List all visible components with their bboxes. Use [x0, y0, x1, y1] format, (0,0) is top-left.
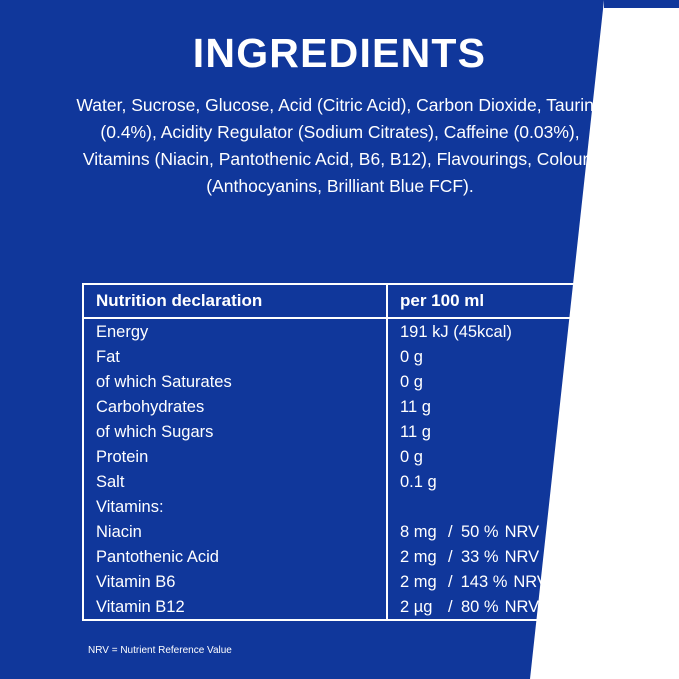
- table-body: [84, 318, 592, 619]
- row-separator: /: [448, 547, 453, 566]
- row-label: Energy: [84, 318, 387, 344]
- table-row: [84, 569, 592, 594]
- row-label: of which Sugars: [84, 419, 387, 444]
- nutrition-table-element: [84, 285, 592, 619]
- row-label: Pantothenic Acid: [84, 544, 387, 569]
- row-label: Vitamin B12: [84, 594, 387, 619]
- row-label: of which Saturates: [84, 369, 387, 394]
- row-label: Vitamin B6: [84, 569, 387, 594]
- nrv-footnote: NRV = Nutrient Reference Value: [88, 645, 232, 656]
- row-amount: 2 µg: [400, 597, 433, 616]
- row-unit: NRV: [504, 547, 540, 566]
- table-header: [84, 285, 592, 318]
- table-row: [84, 444, 592, 469]
- row-value: 0 g: [400, 372, 423, 391]
- row-unit: NRV: [513, 572, 548, 591]
- row-unit: NRV: [504, 522, 540, 541]
- header-cell-value: per 100 ml: [387, 285, 592, 318]
- row-unit: NRV: [504, 597, 540, 616]
- row-separator: /: [448, 522, 453, 541]
- row-value: 0 g: [400, 347, 423, 366]
- table-header-row: [84, 285, 592, 318]
- row-label: Salt: [84, 469, 387, 494]
- row-value: [387, 544, 592, 569]
- table-row: [84, 519, 592, 544]
- ingredients-paragraph: Water, Sucrose, Glucose, Acid (Citric Acid), Carbon Dioxide, Taurine (0.4%), Acidity Regulator (Sodium Citrates), Caffeine (0.03%), Vitamins (Niacin, Pantothenic Acid, B6, B12), Flavourings, Colours (Anthocyanins, Brilliant Blue FCF).: [76, 95, 604, 196]
- table-row: [84, 494, 592, 519]
- row-value: 0 g: [400, 447, 423, 466]
- row-value: [387, 569, 592, 594]
- row-percent: 33 %: [460, 547, 499, 566]
- row-percent: 50 %: [460, 522, 499, 541]
- row-value: 11 g: [400, 397, 431, 416]
- table-row: [84, 369, 592, 394]
- row-percent: 80 %: [460, 597, 499, 616]
- row-label: Protein: [84, 444, 387, 469]
- row-label: Niacin: [84, 519, 387, 544]
- row-label: Carbohydrates: [84, 394, 387, 419]
- row-amount: 2 mg: [400, 572, 437, 591]
- table-row: [84, 594, 592, 619]
- row-separator: /: [448, 572, 453, 591]
- row-percent: 143 %: [460, 572, 508, 591]
- row-label: Fat: [84, 344, 387, 369]
- row-value: 0.1 g: [400, 472, 437, 491]
- nutrition-declaration-table: [82, 283, 594, 621]
- row-value: [387, 594, 592, 619]
- table-row: [84, 394, 592, 419]
- row-amount: 8 mg: [400, 522, 437, 541]
- table-row: [84, 344, 592, 369]
- table-row: [84, 544, 592, 569]
- row-label: Vitamins:: [84, 494, 387, 519]
- table-row: [84, 419, 592, 444]
- row-value: 11 g: [400, 422, 431, 441]
- row-separator: /: [448, 597, 453, 616]
- row-amount: 2 mg: [400, 547, 437, 566]
- row-value: [387, 494, 592, 519]
- header-cell-label: Nutrition declaration: [84, 285, 387, 318]
- row-value: [387, 519, 592, 544]
- table-row: [84, 469, 592, 494]
- table-row: [84, 318, 592, 344]
- row-value: 191 kJ (45kcal): [400, 322, 512, 341]
- page-title: INGREDIENTS: [192, 30, 487, 76]
